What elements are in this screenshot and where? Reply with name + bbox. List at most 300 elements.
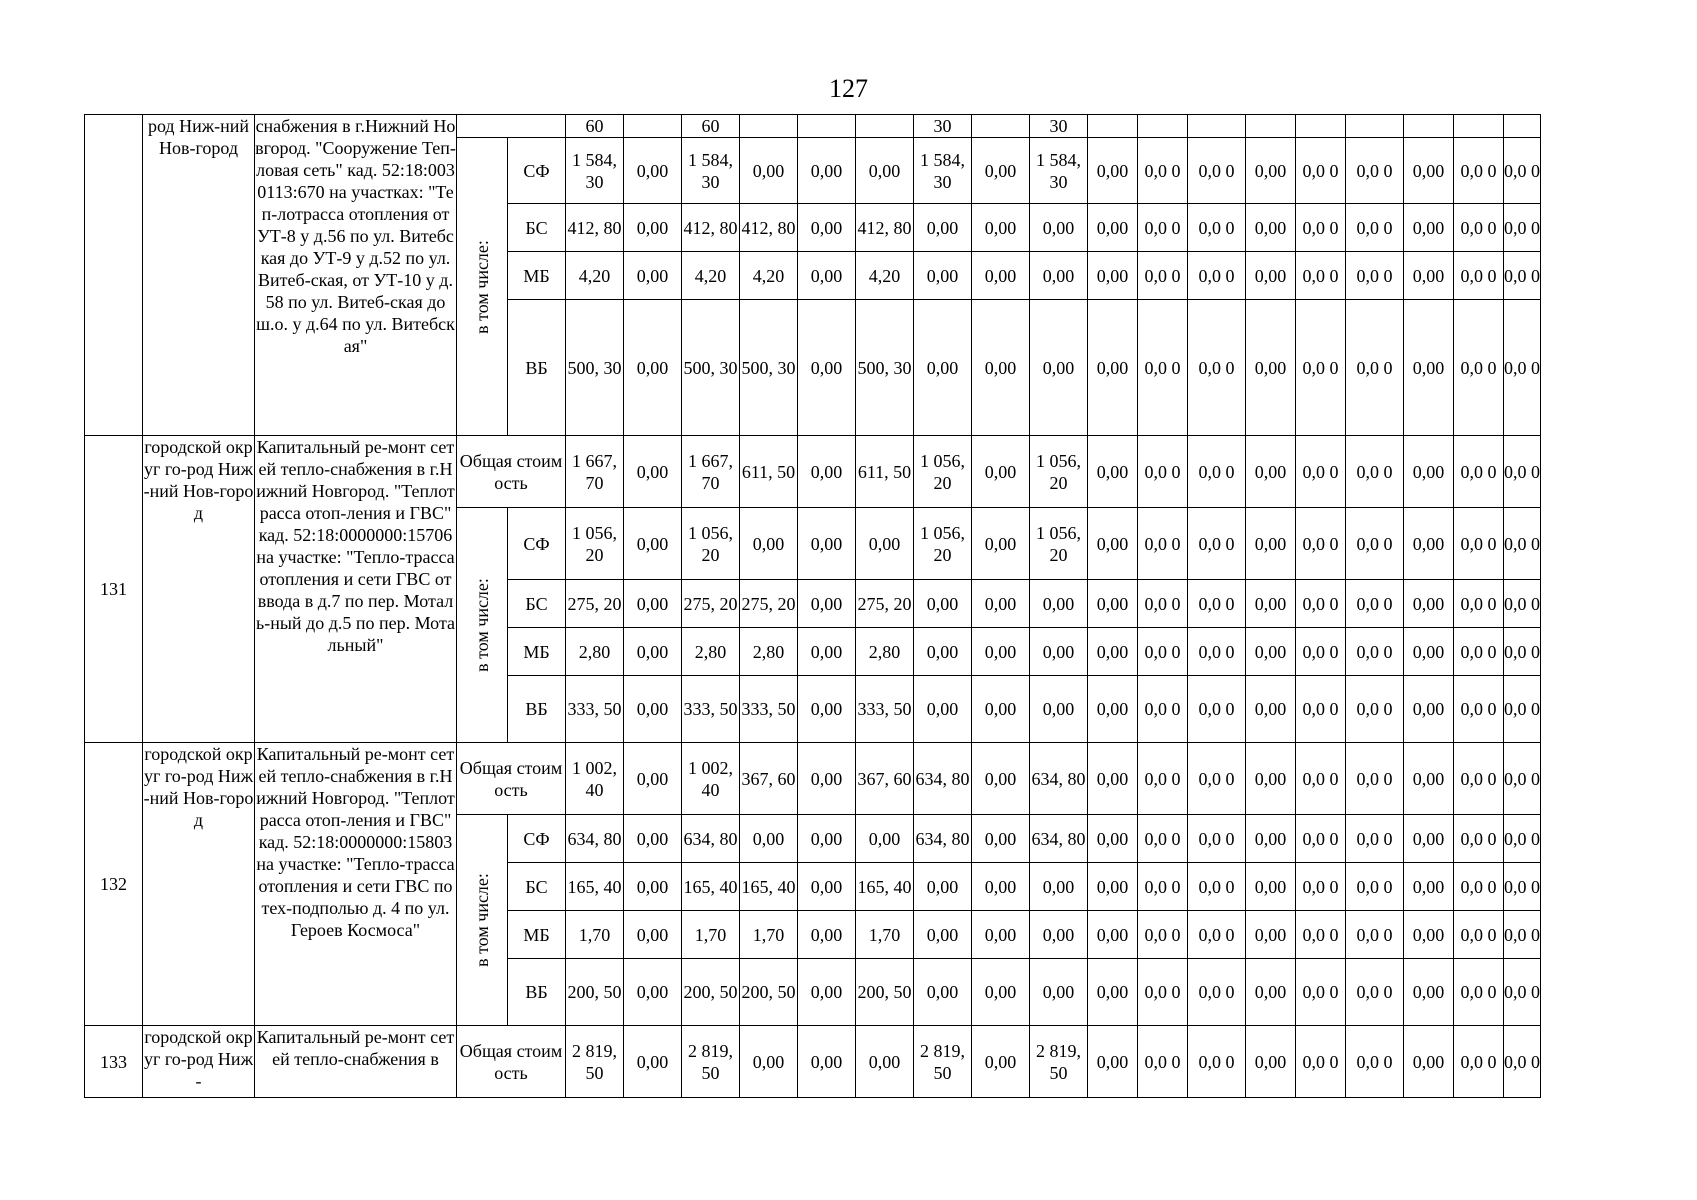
value-cell: 0,00 bbox=[1030, 580, 1088, 628]
value-cell: 0,00 bbox=[798, 436, 856, 508]
value-cell: 0,00 bbox=[1088, 628, 1138, 676]
value-cell: 0,0 0 bbox=[1504, 911, 1541, 959]
value-cell: 0,00 bbox=[972, 676, 1030, 743]
value-cell: 0,0 0 bbox=[1138, 1026, 1188, 1098]
value-cell: 2 819, 50 bbox=[1030, 1026, 1088, 1098]
table-row bbox=[85, 436, 1541, 508]
value-cell: 0,0 0 bbox=[1138, 959, 1188, 1026]
value-cell: 0,00 bbox=[624, 863, 682, 911]
value-cell: 200, 50 bbox=[856, 959, 914, 1026]
value-cell: 0,00 bbox=[972, 911, 1030, 959]
value-cell: 1 056, 20 bbox=[566, 508, 624, 580]
value-cell: 0,0 0 bbox=[1138, 815, 1188, 863]
value-cell: 0,00 bbox=[972, 252, 1030, 300]
value-cell: 634, 80 bbox=[566, 815, 624, 863]
value-cell bbox=[1346, 115, 1404, 138]
value-cell: 0,0 0 bbox=[1454, 959, 1504, 1026]
value-cell: 60 bbox=[566, 115, 624, 138]
including-label-text: в том числе: bbox=[472, 873, 492, 967]
value-cell: 2 819, 50 bbox=[566, 1026, 624, 1098]
value-cell bbox=[1138, 115, 1188, 138]
value-cell: 0,0 0 bbox=[1138, 300, 1188, 436]
value-cell: 0,0 0 bbox=[1188, 863, 1246, 911]
value-cell: 2 819, 50 bbox=[682, 1026, 740, 1098]
value-cell: 0,0 0 bbox=[1296, 628, 1346, 676]
value-cell: 1 584, 30 bbox=[1030, 138, 1088, 204]
funding-source-label: ВБ bbox=[508, 300, 566, 436]
value-cell: 0,00 bbox=[1030, 628, 1088, 676]
value-cell: 0,0 0 bbox=[1504, 436, 1541, 508]
value-cell: 0,0 0 bbox=[1454, 508, 1504, 580]
value-cell: 0,0 0 bbox=[1346, 508, 1404, 580]
value-cell: 0,0 0 bbox=[1138, 628, 1188, 676]
value-cell: 1 056, 20 bbox=[1030, 508, 1088, 580]
value-cell: 634, 80 bbox=[914, 743, 972, 815]
value-cell: 0,0 0 bbox=[1296, 508, 1346, 580]
value-cell: 0,0 0 bbox=[1188, 300, 1246, 436]
value-cell: 0,00 bbox=[624, 508, 682, 580]
value-cell: 0,0 0 bbox=[1188, 815, 1246, 863]
value-cell: 0,00 bbox=[1246, 204, 1296, 252]
value-cell: 0,00 bbox=[1404, 436, 1454, 508]
value-cell: 0,00 bbox=[914, 863, 972, 911]
value-cell: 0,00 bbox=[972, 300, 1030, 436]
value-cell: 0,0 0 bbox=[1454, 436, 1504, 508]
value-cell: 0,0 0 bbox=[1454, 204, 1504, 252]
value-cell: 0,0 0 bbox=[1138, 436, 1188, 508]
including-label-text: в том числе: bbox=[472, 578, 492, 672]
value-cell: 4,20 bbox=[682, 252, 740, 300]
value-cell: 0,00 bbox=[798, 863, 856, 911]
value-cell: 1 056, 20 bbox=[914, 436, 972, 508]
total-cost-label: Общая стоимость bbox=[457, 1026, 566, 1098]
funding-source-label: СФ bbox=[508, 815, 566, 863]
value-cell: 367, 60 bbox=[740, 743, 798, 815]
value-cell: 0,0 0 bbox=[1346, 436, 1404, 508]
value-cell: 0,00 bbox=[1404, 300, 1454, 436]
value-cell: 1 056, 20 bbox=[914, 508, 972, 580]
value-cell: 0,00 bbox=[1030, 911, 1088, 959]
value-cell: 0,0 0 bbox=[1346, 863, 1404, 911]
value-cell: 0,00 bbox=[1246, 743, 1296, 815]
value-cell: 0,00 bbox=[624, 436, 682, 508]
value-cell: 0,00 bbox=[624, 300, 682, 436]
including-label-text: в том числе: bbox=[472, 239, 492, 334]
value-cell: 0,00 bbox=[1246, 628, 1296, 676]
value-cell: 500, 30 bbox=[740, 300, 798, 436]
value-cell: 0,00 bbox=[972, 508, 1030, 580]
value-cell: 611, 50 bbox=[856, 436, 914, 508]
value-cell: 0,00 bbox=[798, 743, 856, 815]
value-cell: 0,0 0 bbox=[1504, 676, 1541, 743]
value-cell: 0,00 bbox=[624, 911, 682, 959]
value-cell: 0,0 0 bbox=[1454, 911, 1504, 959]
value-cell: 0,0 0 bbox=[1296, 911, 1346, 959]
value-cell: 0,0 0 bbox=[1296, 743, 1346, 815]
value-cell: 0,00 bbox=[1246, 252, 1296, 300]
value-cell: 0,00 bbox=[1088, 204, 1138, 252]
value-cell: 0,0 0 bbox=[1296, 138, 1346, 204]
value-cell: 275, 20 bbox=[682, 580, 740, 628]
value-cell: 0,00 bbox=[798, 580, 856, 628]
row-number bbox=[85, 115, 143, 436]
value-cell: 0,0 0 bbox=[1346, 676, 1404, 743]
value-cell: 0,0 0 bbox=[1296, 300, 1346, 436]
value-cell: 0,00 bbox=[740, 815, 798, 863]
value-cell bbox=[1246, 115, 1296, 138]
value-cell: 0,00 bbox=[856, 138, 914, 204]
total-cost-label: Общая стоимость bbox=[457, 743, 566, 815]
value-cell: 0,00 bbox=[972, 959, 1030, 1026]
value-cell: 634, 80 bbox=[1030, 815, 1088, 863]
value-cell: 4,20 bbox=[856, 252, 914, 300]
value-cell: 0,00 bbox=[798, 252, 856, 300]
funding-source-label: СФ bbox=[508, 138, 566, 204]
value-cell: 0,00 bbox=[1404, 580, 1454, 628]
value-cell: 1 584, 30 bbox=[682, 138, 740, 204]
value-cell: 0,0 0 bbox=[1346, 911, 1404, 959]
value-cell: 0,00 bbox=[1404, 676, 1454, 743]
value-cell bbox=[1504, 115, 1541, 138]
value-cell: 0,0 0 bbox=[1454, 628, 1504, 676]
value-cell bbox=[1454, 115, 1504, 138]
value-cell: 0,00 bbox=[1404, 138, 1454, 204]
value-cell: 0,0 0 bbox=[1454, 676, 1504, 743]
value-cell: 1,70 bbox=[566, 911, 624, 959]
value-cell: 0,00 bbox=[624, 138, 682, 204]
value-cell: 0,00 bbox=[1088, 815, 1138, 863]
value-cell: 611, 50 bbox=[740, 436, 798, 508]
value-cell: 0,00 bbox=[972, 138, 1030, 204]
value-cell: 1 584, 30 bbox=[914, 138, 972, 204]
value-cell: 0,00 bbox=[1030, 252, 1088, 300]
value-cell: 0,0 0 bbox=[1138, 204, 1188, 252]
value-cell: 0,00 bbox=[798, 138, 856, 204]
value-cell: 0,00 bbox=[1088, 863, 1138, 911]
value-cell bbox=[624, 115, 682, 138]
funding-source-label: ВБ bbox=[508, 676, 566, 743]
value-cell: 0,00 bbox=[1246, 959, 1296, 1026]
value-cell: 0,0 0 bbox=[1296, 436, 1346, 508]
funding-source-label: МБ bbox=[508, 252, 566, 300]
value-cell: 0,0 0 bbox=[1188, 1026, 1246, 1098]
value-cell: 2,80 bbox=[682, 628, 740, 676]
value-cell: 0,00 bbox=[972, 436, 1030, 508]
value-cell: 0,00 bbox=[972, 743, 1030, 815]
value-cell: 500, 30 bbox=[566, 300, 624, 436]
funding-source-label: МБ bbox=[508, 911, 566, 959]
value-cell: 0,0 0 bbox=[1346, 300, 1404, 436]
value-cell: 367, 60 bbox=[856, 743, 914, 815]
value-cell: 0,00 bbox=[1246, 300, 1296, 436]
funding-source-label: СФ bbox=[508, 508, 566, 580]
page-number: 127 bbox=[829, 74, 868, 103]
value-cell: 0,0 0 bbox=[1504, 1026, 1541, 1098]
value-cell: 0,0 0 bbox=[1138, 252, 1188, 300]
funding-table bbox=[84, 114, 1541, 1098]
value-cell: 0,0 0 bbox=[1346, 1026, 1404, 1098]
value-cell: 60 bbox=[682, 115, 740, 138]
value-cell: 0,0 0 bbox=[1296, 676, 1346, 743]
table-row bbox=[85, 115, 1541, 138]
value-cell: 0,00 bbox=[1404, 628, 1454, 676]
value-cell: 0,0 0 bbox=[1138, 580, 1188, 628]
value-cell: 0,0 0 bbox=[1504, 252, 1541, 300]
value-cell: 0,00 bbox=[1088, 1026, 1138, 1098]
value-cell: 0,0 0 bbox=[1138, 508, 1188, 580]
funding-source-label: МБ bbox=[508, 628, 566, 676]
value-cell: 0,00 bbox=[798, 959, 856, 1026]
value-cell: 30 bbox=[914, 115, 972, 138]
value-cell: 0,00 bbox=[798, 911, 856, 959]
value-cell: 0,00 bbox=[798, 300, 856, 436]
value-cell: 412, 80 bbox=[740, 204, 798, 252]
description-cell: Капитальный ре-монт сетей тепло-снабжения в bbox=[255, 1026, 457, 1098]
value-cell: 0,0 0 bbox=[1138, 743, 1188, 815]
value-cell: 0,0 0 bbox=[1188, 138, 1246, 204]
value-cell: 0,0 0 bbox=[1346, 815, 1404, 863]
value-cell: 0,0 0 bbox=[1188, 204, 1246, 252]
value-cell: 0,0 0 bbox=[1188, 911, 1246, 959]
total-cost-label bbox=[457, 115, 566, 138]
value-cell: 0,0 0 bbox=[1296, 580, 1346, 628]
value-cell: 0,00 bbox=[1088, 436, 1138, 508]
value-cell bbox=[856, 115, 914, 138]
value-cell: 0,00 bbox=[914, 204, 972, 252]
value-cell: 0,00 bbox=[1088, 959, 1138, 1026]
value-cell: 0,00 bbox=[798, 676, 856, 743]
value-cell: 0,00 bbox=[798, 1026, 856, 1098]
value-cell: 0,0 0 bbox=[1454, 300, 1504, 436]
value-cell: 1,70 bbox=[682, 911, 740, 959]
value-cell: 0,00 bbox=[1246, 436, 1296, 508]
value-cell: 1 056, 20 bbox=[1030, 436, 1088, 508]
value-cell: 634, 80 bbox=[1030, 743, 1088, 815]
table-row bbox=[85, 1026, 1541, 1098]
value-cell: 0,0 0 bbox=[1504, 863, 1541, 911]
value-cell bbox=[972, 115, 1030, 138]
value-cell: 0,0 0 bbox=[1346, 204, 1404, 252]
value-cell: 0,00 bbox=[740, 138, 798, 204]
value-cell: 0,0 0 bbox=[1188, 676, 1246, 743]
value-cell: 275, 20 bbox=[566, 580, 624, 628]
location-cell: городской округ го-род Ниж-ний Нов-город bbox=[143, 743, 255, 1026]
value-cell: 1 056, 20 bbox=[682, 508, 740, 580]
value-cell: 0,00 bbox=[1404, 959, 1454, 1026]
value-cell: 0,00 bbox=[624, 959, 682, 1026]
value-cell: 0,00 bbox=[1404, 508, 1454, 580]
value-cell: 0,00 bbox=[624, 743, 682, 815]
value-cell: 0,00 bbox=[1088, 676, 1138, 743]
value-cell: 165, 40 bbox=[740, 863, 798, 911]
value-cell: 0,0 0 bbox=[1346, 743, 1404, 815]
value-cell: 0,00 bbox=[1404, 863, 1454, 911]
value-cell: 0,00 bbox=[972, 863, 1030, 911]
value-cell: 0,00 bbox=[1246, 580, 1296, 628]
value-cell: 0,00 bbox=[972, 628, 1030, 676]
value-cell: 0,0 0 bbox=[1454, 252, 1504, 300]
value-cell: 200, 50 bbox=[682, 959, 740, 1026]
value-cell: 0,00 bbox=[972, 1026, 1030, 1098]
value-cell: 0,0 0 bbox=[1188, 252, 1246, 300]
description-cell: Капитальный ре-монт сетей тепло-снабжения в г.Нижний Новгород. "Теплотрасса отоп-ления и ГВС" кад. 52:18:0000000:15706 на участке: "Тепло-трасса отопления и сети ГВС от ввода в д.7 по пер. Моталь-ный до д.5 по пер. Мотальный" bbox=[255, 436, 457, 743]
value-cell: 0,00 bbox=[1246, 676, 1296, 743]
funding-source-label: БС bbox=[508, 580, 566, 628]
value-cell: 0,00 bbox=[1404, 815, 1454, 863]
value-cell: 0,0 0 bbox=[1346, 252, 1404, 300]
value-cell: 1 584, 30 bbox=[566, 138, 624, 204]
location-cell: городской округ го-род Ниж- bbox=[143, 1026, 255, 1098]
value-cell: 0,00 bbox=[972, 204, 1030, 252]
value-cell: 0,0 0 bbox=[1296, 1026, 1346, 1098]
value-cell: 2 819, 50 bbox=[914, 1026, 972, 1098]
value-cell: 0,00 bbox=[1088, 743, 1138, 815]
value-cell: 500, 30 bbox=[856, 300, 914, 436]
including-label bbox=[457, 138, 508, 436]
value-cell: 0,0 0 bbox=[1188, 743, 1246, 815]
value-cell: 0,00 bbox=[1404, 743, 1454, 815]
value-cell: 0,0 0 bbox=[1346, 959, 1404, 1026]
value-cell: 0,0 0 bbox=[1346, 580, 1404, 628]
value-cell: 500, 30 bbox=[682, 300, 740, 436]
value-cell: 0,0 0 bbox=[1504, 204, 1541, 252]
value-cell: 0,0 0 bbox=[1188, 436, 1246, 508]
value-cell: 333, 50 bbox=[856, 676, 914, 743]
value-cell: 0,0 0 bbox=[1504, 300, 1541, 436]
value-cell: 1 002, 40 bbox=[682, 743, 740, 815]
row-number: 131 bbox=[85, 436, 143, 743]
value-cell: 0,00 bbox=[798, 628, 856, 676]
value-cell: 0,00 bbox=[1404, 252, 1454, 300]
value-cell: 0,00 bbox=[1246, 138, 1296, 204]
row-number: 132 bbox=[85, 743, 143, 1026]
value-cell: 165, 40 bbox=[856, 863, 914, 911]
value-cell: 165, 40 bbox=[566, 863, 624, 911]
value-cell bbox=[740, 115, 798, 138]
value-cell: 0,00 bbox=[1030, 676, 1088, 743]
value-cell: 0,00 bbox=[624, 580, 682, 628]
value-cell: 1 002, 40 bbox=[566, 743, 624, 815]
value-cell: 0,0 0 bbox=[1188, 508, 1246, 580]
value-cell: 333, 50 bbox=[682, 676, 740, 743]
value-cell: 0,0 0 bbox=[1296, 815, 1346, 863]
value-cell: 1 667, 70 bbox=[566, 436, 624, 508]
value-cell: 0,0 0 bbox=[1346, 138, 1404, 204]
value-cell bbox=[798, 115, 856, 138]
value-cell: 0,0 0 bbox=[1138, 138, 1188, 204]
value-cell: 2,80 bbox=[856, 628, 914, 676]
value-cell: 0,00 bbox=[1404, 1026, 1454, 1098]
value-cell: 0,00 bbox=[1088, 911, 1138, 959]
value-cell: 0,0 0 bbox=[1504, 580, 1541, 628]
including-label bbox=[457, 815, 508, 1026]
funding-source-label: БС bbox=[508, 204, 566, 252]
value-cell: 0,00 bbox=[1088, 138, 1138, 204]
value-cell: 0,00 bbox=[798, 508, 856, 580]
value-cell: 412, 80 bbox=[856, 204, 914, 252]
value-cell: 0,0 0 bbox=[1454, 580, 1504, 628]
value-cell: 0,00 bbox=[1088, 580, 1138, 628]
value-cell: 4,20 bbox=[566, 252, 624, 300]
value-cell: 0,00 bbox=[914, 628, 972, 676]
value-cell bbox=[1188, 115, 1246, 138]
value-cell: 0,0 0 bbox=[1454, 138, 1504, 204]
value-cell: 1,70 bbox=[740, 911, 798, 959]
value-cell: 0,00 bbox=[624, 204, 682, 252]
value-cell: 0,00 bbox=[1088, 252, 1138, 300]
value-cell: 0,00 bbox=[740, 1026, 798, 1098]
including-label bbox=[457, 508, 508, 743]
value-cell: 634, 80 bbox=[914, 815, 972, 863]
location-cell: городской округ го-род Ниж-ний Нов-город bbox=[143, 436, 255, 743]
value-cell: 2,80 bbox=[740, 628, 798, 676]
value-cell: 0,00 bbox=[972, 580, 1030, 628]
value-cell: 0,00 bbox=[624, 815, 682, 863]
value-cell: 0,00 bbox=[624, 252, 682, 300]
value-cell: 0,0 0 bbox=[1296, 252, 1346, 300]
value-cell: 0,00 bbox=[624, 628, 682, 676]
value-cell: 0,0 0 bbox=[1504, 628, 1541, 676]
value-cell: 0,00 bbox=[1030, 959, 1088, 1026]
value-cell: 0,0 0 bbox=[1454, 863, 1504, 911]
value-cell: 0,00 bbox=[624, 1026, 682, 1098]
value-cell: 0,0 0 bbox=[1296, 204, 1346, 252]
value-cell bbox=[1296, 115, 1346, 138]
value-cell: 0,00 bbox=[856, 815, 914, 863]
value-cell: 0,00 bbox=[1030, 863, 1088, 911]
row-number: 133 bbox=[85, 1026, 143, 1098]
value-cell: 412, 80 bbox=[566, 204, 624, 252]
value-cell: 0,00 bbox=[914, 911, 972, 959]
value-cell: 0,00 bbox=[1246, 1026, 1296, 1098]
value-cell: 0,0 0 bbox=[1454, 1026, 1504, 1098]
funding-source-label: БС bbox=[508, 863, 566, 911]
value-cell: 0,0 0 bbox=[1504, 815, 1541, 863]
value-cell: 0,0 0 bbox=[1138, 676, 1188, 743]
description-cell: снабжения в г.Нижний Новгород. "Сооружение Теп-ловая сеть" кад. 52:18:0030113:670 на участках: "Теп-лотрасса отопления от УТ-8 у д.56 по ул. Витебская до УТ-9 у д.52 по ул. Витеб-ская, от УТ-10 у д.58 по ул. Витеб-ская до ш.о. у д.64 по ул. Витебская" bbox=[255, 115, 457, 436]
value-cell: 0,00 bbox=[914, 300, 972, 436]
value-cell: 0,00 bbox=[798, 204, 856, 252]
value-cell: 0,00 bbox=[914, 676, 972, 743]
value-cell: 333, 50 bbox=[740, 676, 798, 743]
value-cell: 0,00 bbox=[972, 815, 1030, 863]
value-cell: 0,00 bbox=[1404, 204, 1454, 252]
value-cell: 30 bbox=[1030, 115, 1088, 138]
value-cell: 0,00 bbox=[1246, 911, 1296, 959]
location-cell: род Ниж-ний Нов-город bbox=[143, 115, 255, 436]
value-cell: 0,00 bbox=[1404, 911, 1454, 959]
value-cell: 0,0 0 bbox=[1138, 863, 1188, 911]
value-cell: 0,0 0 bbox=[1504, 508, 1541, 580]
table-row bbox=[85, 743, 1541, 815]
value-cell: 0,00 bbox=[914, 959, 972, 1026]
value-cell: 0,00 bbox=[798, 815, 856, 863]
value-cell bbox=[1404, 115, 1454, 138]
value-cell: 0,00 bbox=[1246, 863, 1296, 911]
value-cell: 0,0 0 bbox=[1504, 959, 1541, 1026]
value-cell: 0,00 bbox=[914, 580, 972, 628]
value-cell: 333, 50 bbox=[566, 676, 624, 743]
value-cell: 1,70 bbox=[856, 911, 914, 959]
value-cell: 0,0 0 bbox=[1504, 743, 1541, 815]
value-cell: 0,0 0 bbox=[1138, 911, 1188, 959]
value-cell: 0,00 bbox=[624, 676, 682, 743]
value-cell: 0,00 bbox=[1246, 815, 1296, 863]
value-cell: 0,00 bbox=[1246, 508, 1296, 580]
value-cell: 0,00 bbox=[1088, 508, 1138, 580]
value-cell: 1 667, 70 bbox=[682, 436, 740, 508]
value-cell: 0,0 0 bbox=[1296, 863, 1346, 911]
